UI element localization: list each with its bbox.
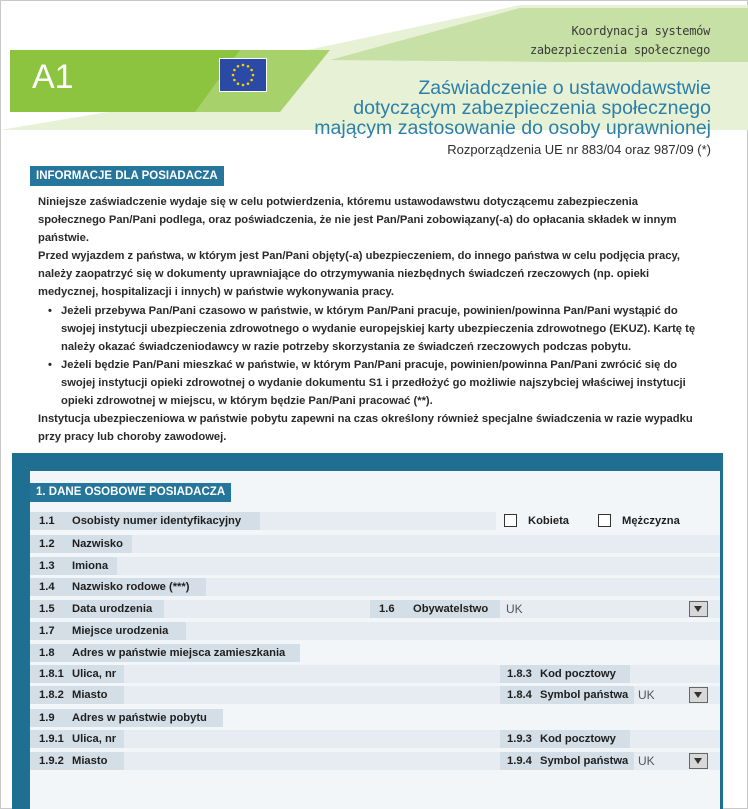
row-1-8 <box>30 643 720 663</box>
row-1-7 <box>30 621 720 641</box>
field-number: 1.5 <box>39 603 55 615</box>
row-1-8-2 <box>30 685 720 705</box>
row-1-3 <box>30 556 720 576</box>
residence-town-input[interactable] <box>124 686 500 704</box>
stay-street-label: Ulica, nr <box>72 733 117 745</box>
info-paragraph: Niniejsze zaświadczenie wydaje się w celu potwierdzenia, któremu ustawodawstwu dotyczącemu zabezpieczenia społecznego Pan/Pani podlega, oraz poświadczenia, że nie jest Pan/Pani zobowiązany(-a) do opłacania składek w innym państwie. <box>38 196 677 245</box>
info-paragraph: Przed wyjazdem z państwa, w którym jest Pan/Pani objęty(-a) ubezpieczeniem, do innego państwa w celu podjęcia pracy, należy zaopatrzyć się w dokumenty uprawniające do otrzymywania niezbędnych świadczeń rzeczowych (np. opieki medycznej, hospitalizacji i innych) w państwie wykonywania pracy. <box>38 250 680 299</box>
stay-country-dropdown-icon[interactable] <box>689 753 708 769</box>
stay-town-label: Miasto <box>72 755 108 767</box>
info-bullet-list <box>38 302 708 411</box>
info-bullet: • Jeżeli przebywa Pan/Pani czasowo w państwie, w którym Pan/Pani pracuje, powinien/powinna Pan/Pani wystąpić do swojej instytucji ubezpieczenia zdrowotnego o wydanie europejskiej karty ubezpieczenia zdrowotnego (EKUZ). Kartę tę należy okazać świadczeniodawcy w razie potrzeby skorzystania ze świadczeń rzeczowych podczas pobytu. <box>61 302 708 356</box>
title-line-3: mającym zastosowanie do osoby uprawnionej <box>314 117 711 139</box>
female-checkbox[interactable] <box>504 514 517 527</box>
field-number: 1.9.2 <box>39 755 64 767</box>
row-1-1 <box>30 511 720 531</box>
surname-input[interactable] <box>132 535 720 553</box>
date-of-birth-label: Data urodzenia <box>72 603 153 615</box>
residence-postcode-label: Kod pocztowy <box>540 668 616 680</box>
stay-postcode-input[interactable] <box>630 730 720 748</box>
nationality-select[interactable] <box>500 600 720 618</box>
row-1-4 <box>30 577 720 597</box>
place-of-birth-label: Miejsce urodzenia <box>72 625 169 637</box>
field-number: 1.8.3 <box>507 668 532 680</box>
male-label: Mężczyzna <box>622 515 680 527</box>
residence-postcode-input[interactable] <box>630 665 720 683</box>
header-coordination <box>530 22 710 60</box>
section-1-heading: 1. DANE OSOBOWE POSIADACZA <box>30 483 231 502</box>
personal-id-label: Osobisty numer identyfikacyjny <box>72 515 242 527</box>
surname-label: Nazwisko <box>72 538 123 550</box>
title-line-2: dotyczącym zabezpieczenia społecznego <box>353 97 711 119</box>
field-number: 1.9.3 <box>507 733 532 745</box>
field-number: 1.1 <box>39 515 55 527</box>
female-label: Kobieta <box>528 515 570 527</box>
row-1-5 <box>30 599 720 619</box>
stay-street-input[interactable] <box>124 730 500 748</box>
field-number: 1.9 <box>39 712 55 724</box>
field-number: 1.9.1 <box>39 733 64 745</box>
coordination-line-1: Koordynacja systemów <box>571 24 710 38</box>
male-checkbox[interactable] <box>598 514 611 527</box>
nationality-dropdown-icon[interactable] <box>689 601 708 617</box>
info-text <box>38 193 708 446</box>
stay-address-label: Adres w państwie pobytu <box>72 712 207 724</box>
surname-at-birth-label: Nazwisko rodowe (***) <box>72 581 190 593</box>
field-number: 1.4 <box>39 581 55 593</box>
field-number: 1.2 <box>39 538 55 550</box>
residence-address-label: Adres w państwie miejsca zamieszkania <box>72 647 286 659</box>
field-number: 1.8.4 <box>507 689 532 701</box>
surname-at-birth-input[interactable] <box>206 578 720 596</box>
title-line-1: Zaświadczenie o ustawodawstwie <box>418 77 711 99</box>
field-number: 1.6 <box>379 603 395 615</box>
nationality-value: UK <box>506 602 523 616</box>
coordination-line-2: zabezpieczenia społecznego <box>529 43 710 57</box>
stay-postcode-label: Kod pocztowy <box>540 733 616 745</box>
stay-town-input[interactable] <box>124 752 500 770</box>
field-number: 1.8.1 <box>39 668 64 680</box>
info-bullet: • Jeżeli będzie Pan/Pani mieszkać w państwie, w którym Pan/Pani pracuje, powinien/powinna Pan/Pani zwrócić się do swojej instytucji opieki zdrowotnej o wydanie dokumentu S1 i przedłożyć go możliwie najszybciej właściwej instytucji opieki zdrowotnej w miejscu, w którym będzie Pan/Pani pracować (**). <box>61 356 708 410</box>
personal-id-input[interactable] <box>260 512 496 530</box>
eu-flag-icon <box>219 58 267 92</box>
row-1-8-1 <box>30 664 720 684</box>
stay-country-label: Symbol państwa <box>540 755 629 767</box>
regulation-reference: Rozporządzenia UE nr 883/04 oraz 987/09 (*) <box>447 142 711 157</box>
place-of-birth-input[interactable] <box>186 622 720 640</box>
form-code: A1 <box>32 58 74 96</box>
forenames-input[interactable] <box>117 557 720 575</box>
field-number: 1.7 <box>39 625 55 637</box>
date-of-birth-input[interactable] <box>164 600 370 618</box>
residence-country-dropdown-icon[interactable] <box>689 687 708 703</box>
residence-country-value: UK <box>638 688 655 702</box>
info-paragraph: Instytucja ubezpieczeniowa w państwie pobytu zapewni na czas określony również specjalne świadczenia w razie wypadku przy pracy lub choroby zawodowej. <box>38 413 693 444</box>
residence-country-label: Symbol państwa <box>540 689 629 701</box>
field-number: 1.8.2 <box>39 689 64 701</box>
stay-country-value: UK <box>638 754 655 768</box>
forenames-label: Imiona <box>72 560 109 572</box>
residence-town-label: Miasto <box>72 689 108 701</box>
page-title <box>291 78 711 138</box>
row-1-9-2 <box>30 751 720 771</box>
nationality-label: Obywatelstwo <box>413 603 489 615</box>
row-1-2 <box>30 534 720 554</box>
row-1-9 <box>30 708 720 728</box>
field-number: 1.9.4 <box>507 755 532 767</box>
field-number: 1.3 <box>39 560 55 572</box>
field-number: 1.8 <box>39 647 55 659</box>
residence-street-label: Ulica, nr <box>72 668 117 680</box>
info-section-heading: INFORMACJE DLA POSIADACZA <box>30 166 224 186</box>
residence-street-input[interactable] <box>124 665 500 683</box>
row-1-9-1 <box>30 729 720 749</box>
